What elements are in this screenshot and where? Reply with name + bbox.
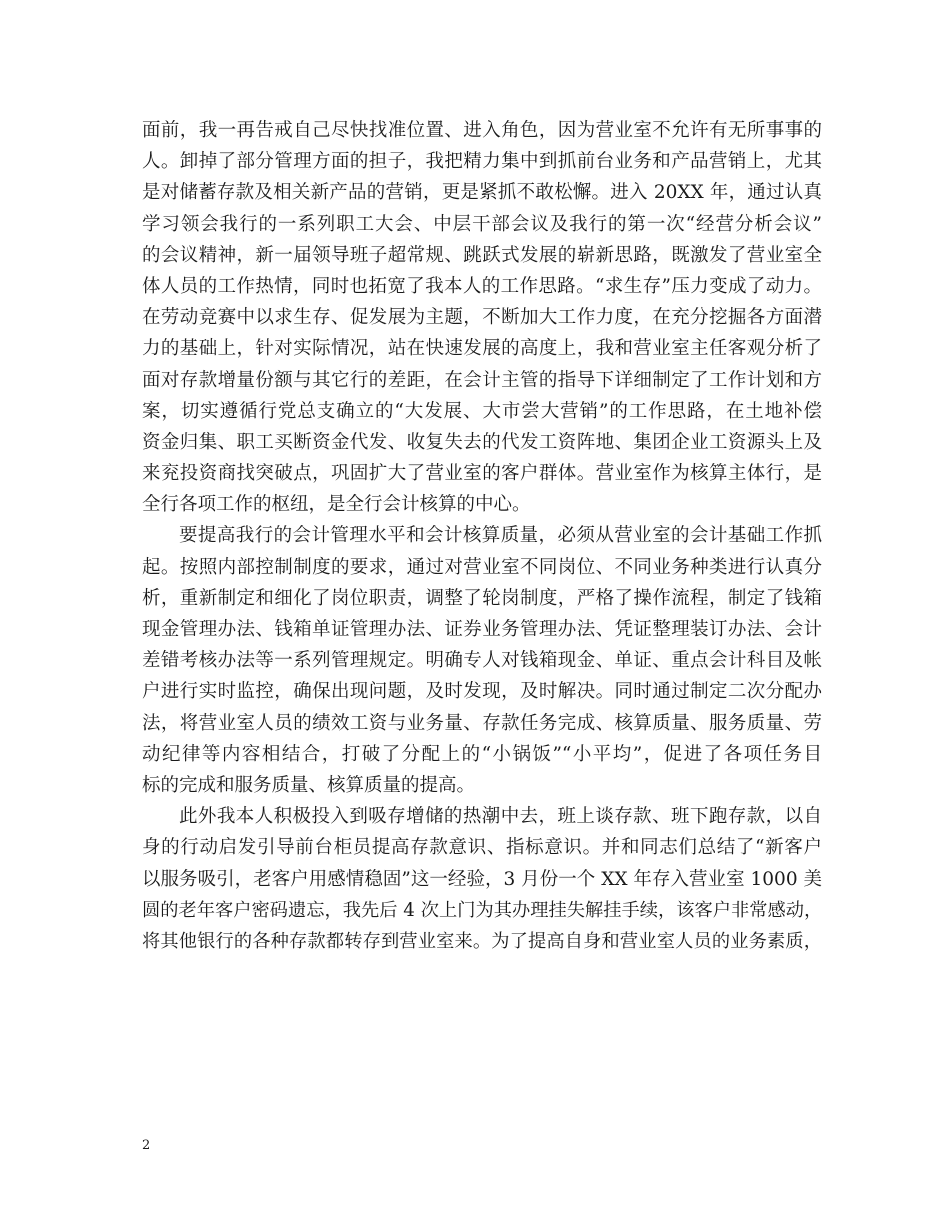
text-line: 此外我本人积极投入到吸存增储的热潮中去，班上谈存款、班下跑存款，以自 bbox=[179, 806, 822, 828]
text-line: 全行各项工作的枢纽，是全行会计核算的中心。 bbox=[142, 494, 531, 516]
body-text bbox=[142, 115, 822, 957]
text-line: 起。按照内部控制制度的要求，通过对营业室不同岗位、不同业务种类进行认真分 bbox=[142, 556, 822, 578]
text-line: 面对存款增量份额与其它行的差距，在会计主管的指导下详细制定了工作计划和方 bbox=[142, 369, 822, 391]
text-line: 现金管理办法、钱箱单证管理办法、证券业务管理办法、凭证整理装订办法、会计 bbox=[142, 619, 822, 640]
text-line: 标的完成和服务质量、核算质量的提高。 bbox=[142, 774, 476, 796]
text-line: 身的行动启发引导前台柜员提高存款意识、指标意识。并和同志们总结了“新客户 bbox=[142, 837, 822, 859]
text-line: 面前，我一再告戒自己尽快找准位置、进入角色，因为营业室不允许有无所事事的 bbox=[142, 120, 822, 141]
page-number: 2 bbox=[142, 1138, 151, 1153]
text-line: 在劳动竞赛中以求生存、促发展为主题，不断加大工作力度，在充分挖掘各方面潜 bbox=[142, 307, 822, 329]
text-line: 案，切实遵循行党总支确立的“大发展、大市尝大营销”的工作思路，在土地补偿 bbox=[142, 400, 822, 422]
text-line: 来兖投资商找突破点，巩固扩大了营业室的客户群体。营业室作为核算主体行，是 bbox=[142, 463, 822, 485]
text-line: 差错考核办法等一系列管理规定。明确专人对钱箱现金、单证、重点会计科目及帐 bbox=[142, 650, 822, 672]
text-line: 法，将营业室人员的绩效工资与业务量、存款任务完成、核算质量、服务质量、劳 bbox=[142, 712, 822, 734]
text-line: 是对储蓄存款及相关新产品的营销，更是紧抓不敢松懈。进入 20XX 年，通过认真 bbox=[142, 182, 822, 204]
text-line: 人。卸掉了部分管理方面的担子，我把精力集中到抓前台业务和产品营销上，尤其 bbox=[142, 151, 822, 173]
text-line: 户进行实时监控，确保出现问题，及时发现，及时解决。同时通过制定二次分配办 bbox=[142, 681, 822, 703]
text-line: 的会议精神，新一届领导班子超常规、跳跃式发展的崭新思路，既激发了营业室全 bbox=[142, 244, 822, 266]
text-line: 资金归集、职工买断资金代发、收复失去的代发工资阵地、集团企业工资源头上及 bbox=[142, 431, 822, 453]
text-line: 析，重新制定和细化了岗位职责，调整了轮岗制度，严格了操作流程，制定了钱箱 bbox=[142, 587, 822, 609]
text-line: 体人员的工作热情，同时也拓宽了我本人的工作思路。“求生存”压力变成了动力。 bbox=[142, 275, 822, 297]
text-line: 力的基础上，针对实际情况，站在快速发展的高度上，我和营业室主任客观分析了 bbox=[142, 338, 822, 360]
text-line: 学习领会我行的一系列职工大会、中层干部会议及我行的第一次“经营分析会议” bbox=[142, 213, 822, 235]
text-line: 以服务吸引，老客户用感情稳固”这一经验，3 月份一个 XX 年存入营业室 1000 美 bbox=[142, 868, 822, 890]
text-line: 动纪律等内容相结合，打破了分配上的“小锅饭”“小平均”，促进了各项任务目 bbox=[142, 743, 822, 765]
text-line: 圆的老年客户密码遗忘，我先后 4 次上门为其办理挂失解挂手续，该客户非常感动， bbox=[142, 899, 823, 921]
text-line: 将其他银行的各种存款都转存到营业室来。为了提高自身和营业室人员的业务素质， bbox=[142, 930, 822, 952]
text-line: 要提高我行的会计管理水平和会计核算质量，必须从营业室的会计基础工作抓 bbox=[179, 525, 822, 547]
